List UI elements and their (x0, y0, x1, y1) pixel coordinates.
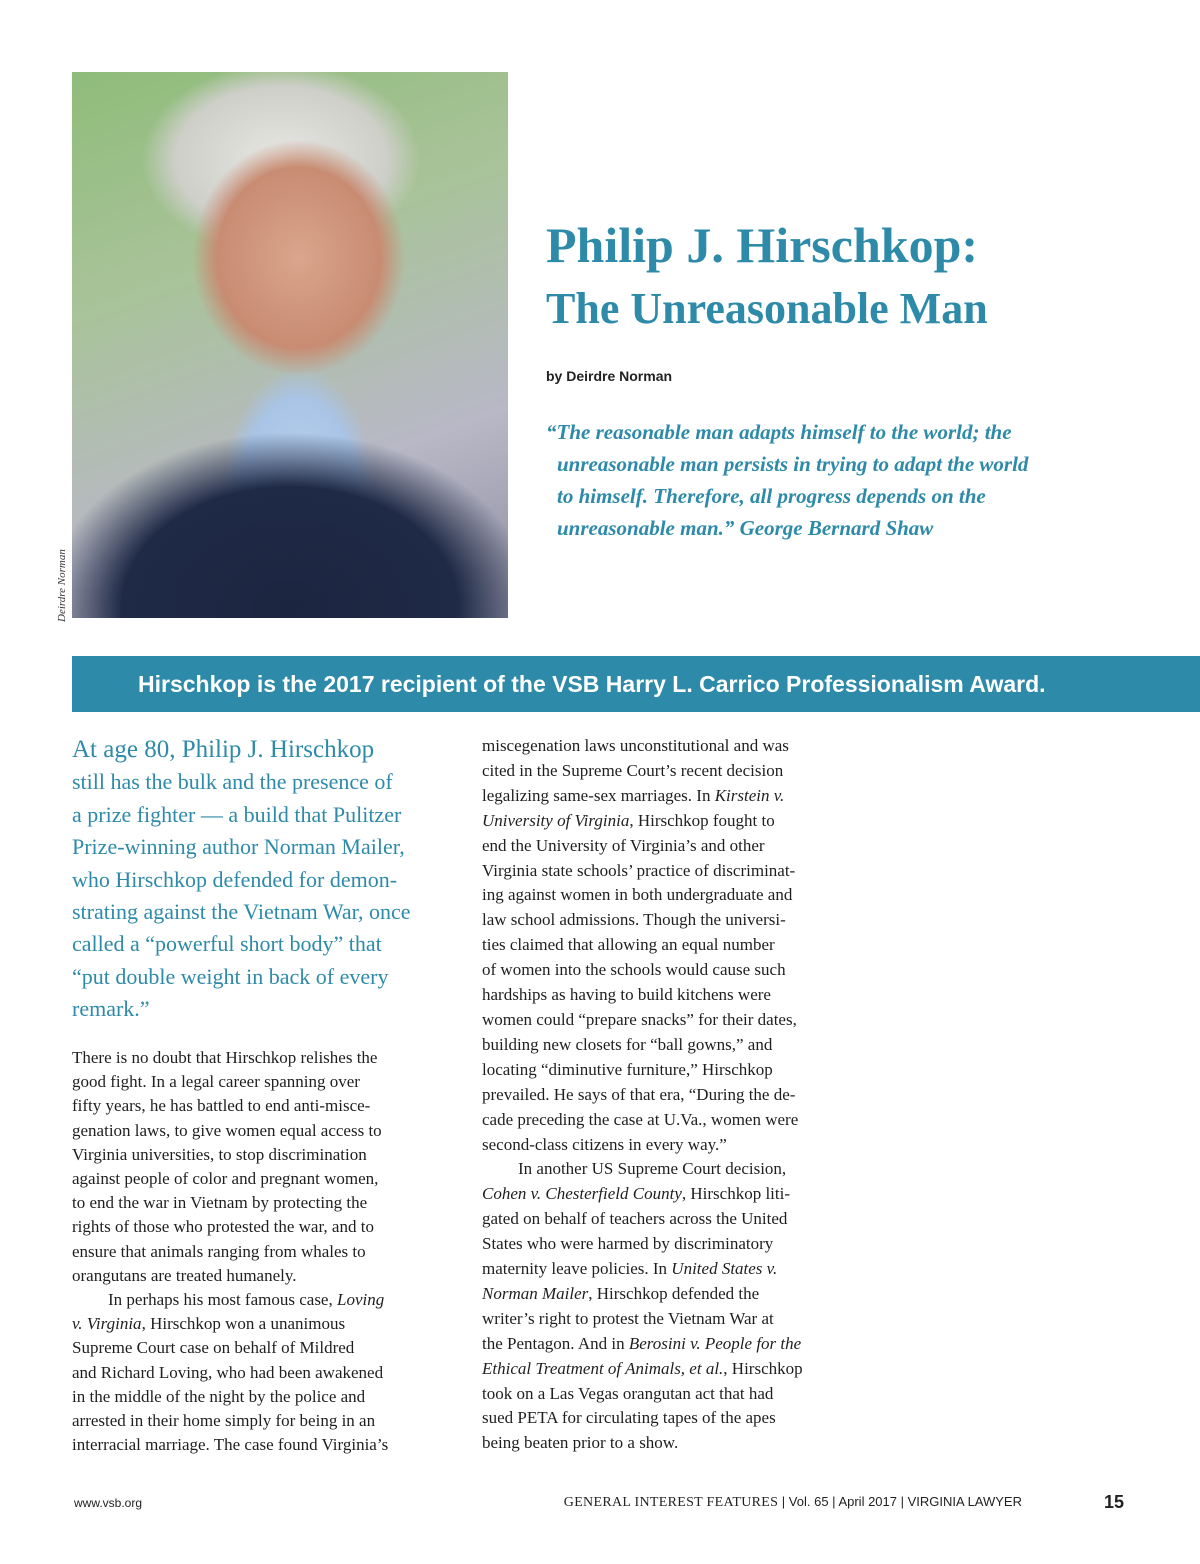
body-line: ties claimed that allowing an equal number (482, 935, 775, 955)
body-text: In perhaps his most famous case, (108, 1290, 337, 1310)
body-line: building new closets for “ball gowns,” and (482, 1034, 773, 1054)
body-column-1 (72, 1046, 462, 1457)
body-line (482, 1332, 872, 1357)
body-text: , Hirschkop (723, 1358, 803, 1378)
body-line: fifty years, he has battled to end anti-misce- (72, 1096, 371, 1116)
body-line: women could “prepare snacks” for their dates, (482, 1009, 797, 1029)
article-title: Philip J. Hirschkop: (546, 217, 979, 273)
article-subtitle: The Unreasonable Man (546, 284, 988, 333)
body-text: legalizing same-sex marriages. In (482, 785, 715, 805)
case-name: Kirstein v. (714, 785, 785, 805)
body-line: cade preceding the case at U.Va., women were (482, 1109, 799, 1129)
body-line (482, 1182, 872, 1207)
body-line: cited in the Supreme Court’s recent decision (482, 760, 784, 780)
footer-section: GENERAL INTEREST FEATURES (563, 1495, 779, 1510)
footer-running-head (564, 1494, 1022, 1511)
body-line: took on a Las Vegas orangutan act that had (482, 1383, 774, 1403)
body-line: law school admissions. Though the universi- (482, 910, 786, 930)
lead-line: remark.” (72, 996, 150, 1022)
quote-line: to himself. Therefore, all progress depends on the (557, 484, 986, 508)
body-line: gated on behalf of teachers across the United (482, 1209, 788, 1229)
body-line: Virginia state schools’ practice of discriminat- (482, 860, 796, 880)
body-line: ing against women in both undergraduate and (482, 885, 793, 905)
body-line: good fight. In a legal career spanning over (72, 1072, 360, 1092)
body-line (72, 1288, 462, 1312)
case-name: Norman Mailer (482, 1283, 589, 1303)
body-line: In another US Supreme Court decision, (518, 1159, 787, 1179)
body-line: in the middle of the night by the police and (72, 1386, 366, 1406)
body-line: ensure that animals ranging from whales to (72, 1241, 366, 1261)
body-line: sued PETA for circulating tapes of the apes (482, 1408, 776, 1428)
body-line: second-class citizens in every way.” (482, 1134, 727, 1154)
lead-line: still has the bulk and the presence of (72, 769, 393, 795)
case-name: United States v. (671, 1259, 778, 1279)
footer-volume: Vol. 65 (788, 1494, 829, 1509)
body-line: orangutans are treated humanely. (72, 1265, 297, 1285)
body-line: genation laws, to give women equal access to (72, 1120, 382, 1140)
body-line: There is no doubt that Hirschkop relishes the (72, 1048, 378, 1067)
award-banner-text: Hirschkop is the 2017 recipient of the VSB Harry L. Carrico Professionalism Award. (138, 671, 1046, 697)
body-line: and Richard Loving, who had been awakened (72, 1362, 384, 1382)
body-line: prevailed. He says of that era, “During the de- (482, 1084, 796, 1104)
body-line: Virginia universities, to stop discrimination (72, 1144, 367, 1164)
page-number: 15 (1104, 1492, 1125, 1512)
body-line: rights of those who protested the war, and to (72, 1217, 374, 1237)
body-text: , Hirschkop defended the (588, 1283, 760, 1303)
body-line: hardships as having to build kitchens were (482, 985, 771, 1005)
footer-separator: | (778, 1494, 789, 1509)
quote-line: unreasonable man.” George Bernard Shaw (557, 516, 934, 540)
body-line (482, 809, 872, 834)
case-name: University of Virginia (482, 810, 630, 830)
body-line: of women into the schools would cause such (482, 960, 786, 980)
body-line (482, 1282, 872, 1307)
body-line: writer’s right to protest the Vietnam War at (482, 1308, 774, 1328)
case-name: Ethical Treatment of Animals, et al. (482, 1358, 724, 1378)
body-column-2 (482, 734, 872, 1456)
lead-line: At age 80, Philip J. Hirschkop (72, 736, 375, 763)
footer-website: www.vsb.org (74, 1496, 143, 1510)
body-text: , Hirschkop liti- (681, 1184, 791, 1204)
lead-line: strating against the Vietnam War, once (72, 899, 411, 925)
lead-line: “put double weight in back of every (72, 963, 389, 989)
body-text: , Hirschkop won a unanimous (141, 1314, 346, 1334)
lead-line: called a “powerful short body” that (72, 931, 382, 957)
quote-line: unreasonable man persists in trying to adapt the world (557, 452, 1029, 476)
award-banner (72, 656, 1200, 712)
body-line (482, 1357, 872, 1382)
epigraph-quote (546, 416, 1106, 544)
body-line: States who were harmed by discriminatory (482, 1234, 774, 1254)
body-line: Supreme Court case on behalf of Mildred (72, 1338, 355, 1358)
body-line: interracial marriage. The case found Virginia’s (72, 1435, 389, 1455)
lead-line: who Hirschkop defended for demon- (72, 866, 398, 892)
body-text: the Pentagon. And in (482, 1333, 629, 1353)
portrait-photo (72, 72, 508, 618)
footer-publication: VIRGINIA LAWYER (907, 1494, 1022, 1509)
body-line: locating “diminutive furniture,” Hirschkop (482, 1059, 773, 1079)
lead-line: a prize fighter — a build that Pulitzer (72, 801, 402, 827)
byline: by Deirdre Norman (546, 368, 673, 384)
photo-credit: Deirdre Norman (56, 549, 68, 622)
body-line: to end the war in Vietnam by protecting the (72, 1193, 368, 1213)
body-line (482, 1257, 872, 1282)
body-line: miscegenation laws unconstitutional and was (482, 736, 789, 755)
footer-separator: | (897, 1494, 908, 1509)
body-line: being beaten prior to a show. (482, 1433, 679, 1453)
lead-line: Prize-winning author Norman Mailer, (72, 834, 405, 860)
case-name: Loving (336, 1290, 385, 1310)
footer-separator: | (828, 1494, 839, 1509)
body-line: against people of color and pregnant women, (72, 1169, 379, 1189)
case-name: Cohen v. Chesterfield County (482, 1184, 682, 1204)
case-name: Berosini v. People for the (628, 1333, 802, 1353)
lead-paragraph (72, 734, 462, 1026)
body-line (72, 1312, 462, 1336)
footer-date: April 2017 (838, 1494, 897, 1509)
body-line: end the University of Virginia’s and other (482, 835, 765, 855)
body-text: , Hirschkop fought to (629, 810, 775, 830)
quote-line: “The reasonable man adapts himself to the world; the (546, 420, 1012, 444)
case-name: v. Virginia (72, 1314, 142, 1334)
body-line (482, 784, 872, 809)
body-line: arrested in their home simply for being in an (72, 1411, 376, 1431)
body-text: maternity leave policies. In (482, 1259, 672, 1279)
